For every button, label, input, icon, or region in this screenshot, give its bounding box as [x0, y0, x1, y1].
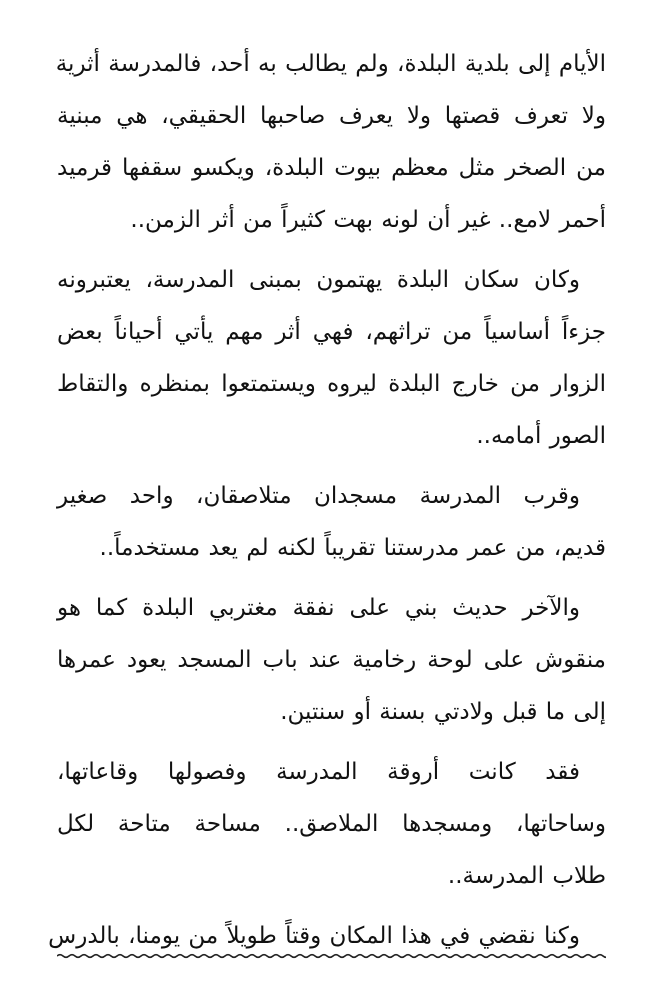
paragraph-2 [57, 254, 606, 462]
paragraph-line: فقد كانت أروقة المدرسة وفصولها وقاعاتها، [57, 759, 580, 785]
paragraph-line: وقرب المدرسة مسجدان متلاصقان، واحد صغير [57, 483, 580, 509]
paragraph-line: إلى ما قبل ولادتي بسنة أو سنتين. [280, 699, 606, 725]
wavy-divider [57, 950, 606, 962]
paragraph-line: من الصخر مثل معظم بيوت البلدة، ويكسو سقفها قرميد [57, 155, 606, 181]
paragraph-line: ولا تعرف قصتها ولا يعرف صاحبها الحقيقي، هي مبنية [57, 103, 606, 129]
paragraph-line: طلاب المدرسة.. [447, 863, 606, 889]
paragraph-line: الصور أمامه.. [476, 423, 606, 449]
paragraph-line: قديم، من عمر مدرستنا تقريباً لكنه لم يعد مستخدماً.. [99, 535, 606, 561]
paragraph-line: والآخر حديث بني على نفقة مغتربي البلدة كما هو [57, 595, 580, 621]
paragraph-4 [57, 582, 606, 738]
paragraph-3 [57, 470, 606, 574]
paragraph-line: منقوش على لوحة رخامية عند باب المسجد يعود عمرها [57, 647, 606, 673]
wavy-line [57, 955, 606, 958]
paragraph-line: وكنا نقضي في هذا المكان وقتاً طويلاً من يومنا، بالدرس [48, 923, 580, 949]
paragraph-line: الزوار من خارج البلدة ليروه ويستمتعوا بمنظره والتقاط [57, 371, 606, 397]
paragraph-5 [57, 746, 606, 902]
paragraph-line: الأيام إلى بلدية البلدة، ولم يطالب به أحد، فالمدرسة أثرية [55, 51, 606, 77]
paragraph-line: وساحاتها، ومسجدها الملاصق.. مساحة متاحة لكل [57, 811, 606, 837]
paragraph-line: أحمر لامع.. غير أن لونه بهت كثيراً من أثر الزمن.. [130, 207, 606, 233]
paragraph-line: جزءاً أساسياً من تراثهم، فهي أثر مهم يأتي أحياناً بعض [57, 319, 606, 345]
paragraph-line: وكان سكان البلدة يهتمون بمبنى المدرسة، يعتبرونه [57, 267, 580, 293]
paragraph-1 [57, 38, 606, 246]
